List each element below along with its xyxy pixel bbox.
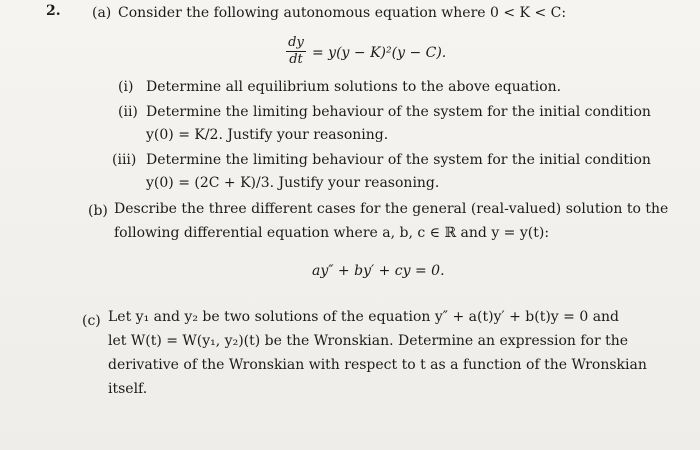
derivative-fraction [286,36,306,67]
part-c-text-line4: itself. [108,381,148,397]
item-ii-text-line1: Determine the limiting behaviour of the system for the initial condition [146,104,651,120]
item-i-label: (i) [118,79,134,95]
part-c-text-line2: let W(t) = W(y₁, y₂)(t) be the Wronskian. Determine an expression for the [108,333,629,349]
part-a-label: (a) [92,5,112,21]
part-b-text-line1: Describe the three different cases for the general (real-valued) solution to the [114,201,669,217]
fraction-numerator: dy [288,35,304,50]
part-b-equation: ay″ + by′ + cy = 0. [312,263,445,279]
item-i-text: Determine all equilibrium solutions to the above equation. [146,79,562,95]
question-number: 2. [46,3,61,19]
item-iii-text-line1: Determine the limiting behaviour of the system for the initial condition [146,152,651,168]
fraction-denominator: dt [289,52,303,67]
part-b-text-line2: following differential equation where a, b, c ∈ ℝ and y = y(t): [114,225,550,241]
item-iii-text-line2: y(0) = (2C + K)/3. Justify your reasoning. [146,175,440,191]
item-ii-text-line2: y(0) = K/2. Justify your reasoning. [146,127,389,143]
part-c-label: (c) [82,313,101,329]
part-c-text-line3: derivative of the Wronskian with respect to t as a function of the Wronskian [108,357,647,373]
part-c-text-line1: Let y₁ and y₂ be two solutions of the equation y″ + a(t)y′ + b(t)y = 0 and [108,309,620,325]
item-ii-label: (ii) [118,104,138,120]
equation-rhs: = y(y − K)²(y − C). [312,45,447,61]
part-a-intro: Consider the following autonomous equation where 0 < K < C: [118,5,567,21]
item-iii-label: (iii) [112,152,137,168]
part-b-label: (b) [88,203,108,219]
